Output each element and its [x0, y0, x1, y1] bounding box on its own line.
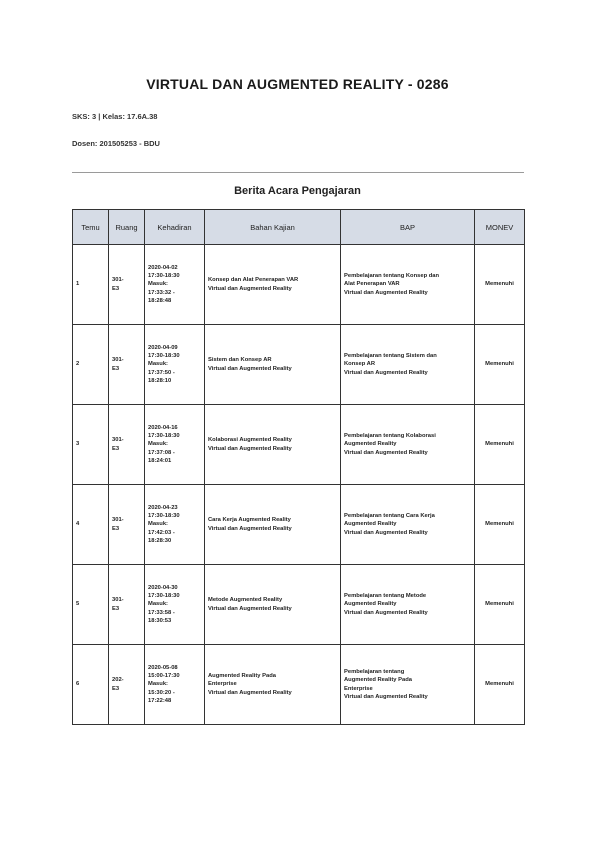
- bap-cell-line: Augmented Reality Pada: [344, 677, 412, 684]
- ruang-cell-line: E3: [112, 285, 120, 292]
- bahan-kajian-cell: [205, 245, 341, 325]
- bap-cell: [341, 405, 475, 485]
- bahan-kajian-cell-line: Sistem dan Konsep AR: [208, 357, 272, 364]
- bahan-kajian-cell: [205, 405, 341, 485]
- kehadiran-cell-line: 15:00-17:30: [148, 672, 180, 679]
- kehadiran-cell-line: 17:30-18:30: [148, 272, 180, 279]
- column-header-kehadiran: Kehadiran: [145, 210, 205, 245]
- temu-cell: 4: [73, 485, 109, 565]
- ruang-cell-line: 301-: [112, 597, 124, 604]
- kehadiran-cell-line: Masuk:: [148, 281, 168, 288]
- temu-cell: 1: [73, 245, 109, 325]
- lecturer-info: Dosen: 201505253 - BDU: [72, 139, 160, 148]
- bap-cell-line: Pembelajaran tentang: [344, 668, 405, 675]
- ruang-cell-line: 301-: [112, 357, 124, 364]
- kehadiran-cell-line: 15:30:20 -: [148, 689, 175, 696]
- kehadiran-cell-line: Masuk:: [148, 441, 168, 448]
- ruang-cell-line: E3: [112, 445, 120, 452]
- kehadiran-cell-line: 17:37:50 -: [148, 369, 175, 376]
- kehadiran-cell: [145, 325, 205, 405]
- kehadiran-cell-line: 17:33:58 -: [148, 609, 175, 616]
- bap-cell-line: Alat Penerapan VAR: [344, 281, 400, 288]
- bahan-kajian-cell-line: Virtual dan Augmented Reality: [208, 445, 292, 452]
- bahan-kajian-cell-line: Enterprise: [208, 681, 237, 688]
- sks-class-info: SKS: 3 | Kelas: 17.6A.38: [72, 112, 158, 121]
- bap-cell-line: Enterprise: [344, 685, 373, 692]
- kehadiran-cell-line: 18:24:01: [148, 458, 172, 465]
- bap-cell-line: Augmented Reality: [344, 601, 397, 608]
- kehadiran-cell-line: Masuk:: [148, 521, 168, 528]
- bap-cell-line: Virtual dan Augmented Reality: [344, 289, 428, 296]
- bahan-kajian-cell-line: Metode Augmented Reality: [208, 597, 283, 604]
- ruang-cell: [109, 485, 145, 565]
- temu-cell: 3: [73, 405, 109, 485]
- kehadiran-cell-line: 2020-04-16: [148, 424, 178, 431]
- bap-cell: [341, 565, 475, 645]
- bap-cell-line: Konsep AR: [344, 361, 376, 368]
- kehadiran-cell-line: 17:30-18:30: [148, 592, 180, 599]
- kehadiran-cell: [145, 485, 205, 565]
- bahan-kajian-cell: [205, 485, 341, 565]
- bap-cell-line: Pembelajaran tentang Sistem dan: [344, 352, 437, 359]
- bahan-kajian-cell: [205, 565, 341, 645]
- bap-cell: [341, 645, 475, 725]
- column-header-temu: Temu: [73, 210, 109, 245]
- section-title: Berita Acara Pengajaran: [234, 185, 361, 197]
- ruang-cell: [109, 645, 145, 725]
- column-header-bap: BAP: [341, 210, 475, 245]
- bap-cell-line: Pembelajaran tentang Konsep dan: [344, 272, 440, 279]
- column-header-monev: MONEV: [475, 210, 525, 245]
- kehadiran-cell-line: 2020-04-09: [148, 344, 178, 351]
- kehadiran-cell-line: 17:30-18:30: [148, 352, 180, 359]
- bap-table: [72, 209, 525, 725]
- kehadiran-cell-line: 17:33:32 -: [148, 289, 175, 296]
- kehadiran-cell-line: 2020-04-02: [148, 264, 178, 271]
- kehadiran-cell-line: Masuk:: [148, 601, 168, 608]
- bap-cell-line: Pembelajaran tentang Metode: [344, 592, 427, 599]
- bahan-kajian-cell-line: Virtual dan Augmented Reality: [208, 285, 292, 292]
- temu-cell: 5: [73, 565, 109, 645]
- ruang-cell-line: E3: [112, 525, 120, 532]
- bahan-kajian-cell-line: Virtual dan Augmented Reality: [208, 605, 292, 612]
- ruang-cell-line: E3: [112, 685, 120, 692]
- bap-cell-line: Virtual dan Augmented Reality: [344, 693, 428, 700]
- bahan-kajian-cell-line: Cara Kerja Augmented Reality: [208, 517, 291, 524]
- bap-cell-line: Virtual dan Augmented Reality: [344, 529, 428, 536]
- document-title: VIRTUAL DAN AUGMENTED REALITY - 0286: [146, 76, 449, 92]
- column-header-ruang: Ruang: [109, 210, 145, 245]
- ruang-cell-line: E3: [112, 605, 120, 612]
- kehadiran-cell: [145, 245, 205, 325]
- monev-cell: Memenuhi: [475, 245, 525, 325]
- ruang-cell-line: 202-: [112, 677, 124, 684]
- kehadiran-cell-line: 17:30-18:30: [148, 512, 180, 519]
- table-row: [73, 565, 525, 645]
- bap-cell-line: Virtual dan Augmented Reality: [344, 449, 428, 456]
- bap-cell-line: Augmented Reality: [344, 441, 397, 448]
- temu-cell: 2: [73, 325, 109, 405]
- bap-cell: [341, 245, 475, 325]
- bap-cell: [341, 485, 475, 565]
- kehadiran-cell-line: Masuk:: [148, 681, 168, 688]
- kehadiran-cell-line: 18:30:53: [148, 618, 172, 625]
- bap-cell: [341, 325, 475, 405]
- table-row: [73, 645, 525, 725]
- ruang-cell-line: 301-: [112, 277, 124, 284]
- table-row: [73, 245, 525, 325]
- table-header-row: [73, 210, 525, 245]
- table-row: [73, 325, 525, 405]
- monev-cell: Memenuhi: [475, 565, 525, 645]
- kehadiran-cell-line: 18:28:30: [148, 538, 172, 545]
- temu-cell: 6: [73, 645, 109, 725]
- bahan-kajian-cell-line: Kolaborasi Augmented Reality: [208, 437, 292, 444]
- kehadiran-cell-line: 17:30-18:30: [148, 432, 180, 439]
- kehadiran-cell-line: 17:42:03 -: [148, 529, 175, 536]
- monev-cell: Memenuhi: [475, 325, 525, 405]
- bahan-kajian-cell-line: Virtual dan Augmented Reality: [208, 525, 292, 532]
- kehadiran-cell: [145, 405, 205, 485]
- ruang-cell: [109, 565, 145, 645]
- bap-cell-line: Pembelajaran tentang Kolaborasi: [344, 432, 436, 439]
- kehadiran-cell: [145, 645, 205, 725]
- bahan-kajian-cell: [205, 645, 341, 725]
- ruang-cell-line: 301-: [112, 437, 124, 444]
- bap-cell-line: Pembelajaran tentang Cara Kerja: [344, 512, 435, 519]
- ruang-cell-line: 301-: [112, 517, 124, 524]
- kehadiran-cell-line: 17:22:48: [148, 698, 172, 705]
- bahan-kajian-cell-line: Virtual dan Augmented Reality: [208, 689, 292, 696]
- bahan-kajian-cell-line: Augmented Reality Pada: [208, 672, 276, 679]
- divider: [72, 172, 524, 173]
- column-header-bahan-kajian: Bahan Kajian: [205, 210, 341, 245]
- ruang-cell: [109, 325, 145, 405]
- kehadiran-cell-line: 18:28:10: [148, 378, 172, 385]
- bahan-kajian-cell-line: Konsep dan Alat Penerapan VAR: [208, 277, 299, 284]
- bap-cell-line: Virtual dan Augmented Reality: [344, 609, 428, 616]
- table-row: [73, 405, 525, 485]
- kehadiran-cell-line: 2020-05-08: [148, 664, 178, 671]
- kehadiran-cell-line: 18:28:48: [148, 298, 172, 305]
- kehadiran-cell-line: 2020-04-30: [148, 584, 178, 591]
- monev-cell: Memenuhi: [475, 645, 525, 725]
- ruang-cell: [109, 405, 145, 485]
- monev-cell: Memenuhi: [475, 405, 525, 485]
- monev-cell: Memenuhi: [475, 485, 525, 565]
- kehadiran-cell-line: Masuk:: [148, 361, 168, 368]
- ruang-cell-line: E3: [112, 365, 120, 372]
- ruang-cell: [109, 245, 145, 325]
- bap-cell-line: Augmented Reality: [344, 521, 397, 528]
- bahan-kajian-cell-line: Virtual dan Augmented Reality: [208, 365, 292, 372]
- kehadiran-cell-line: 17:37:08 -: [148, 449, 175, 456]
- table-row: [73, 485, 525, 565]
- kehadiran-cell-line: 2020-04-23: [148, 504, 178, 511]
- kehadiran-cell: [145, 565, 205, 645]
- bahan-kajian-cell: [205, 325, 341, 405]
- bap-cell-line: Virtual dan Augmented Reality: [344, 369, 428, 376]
